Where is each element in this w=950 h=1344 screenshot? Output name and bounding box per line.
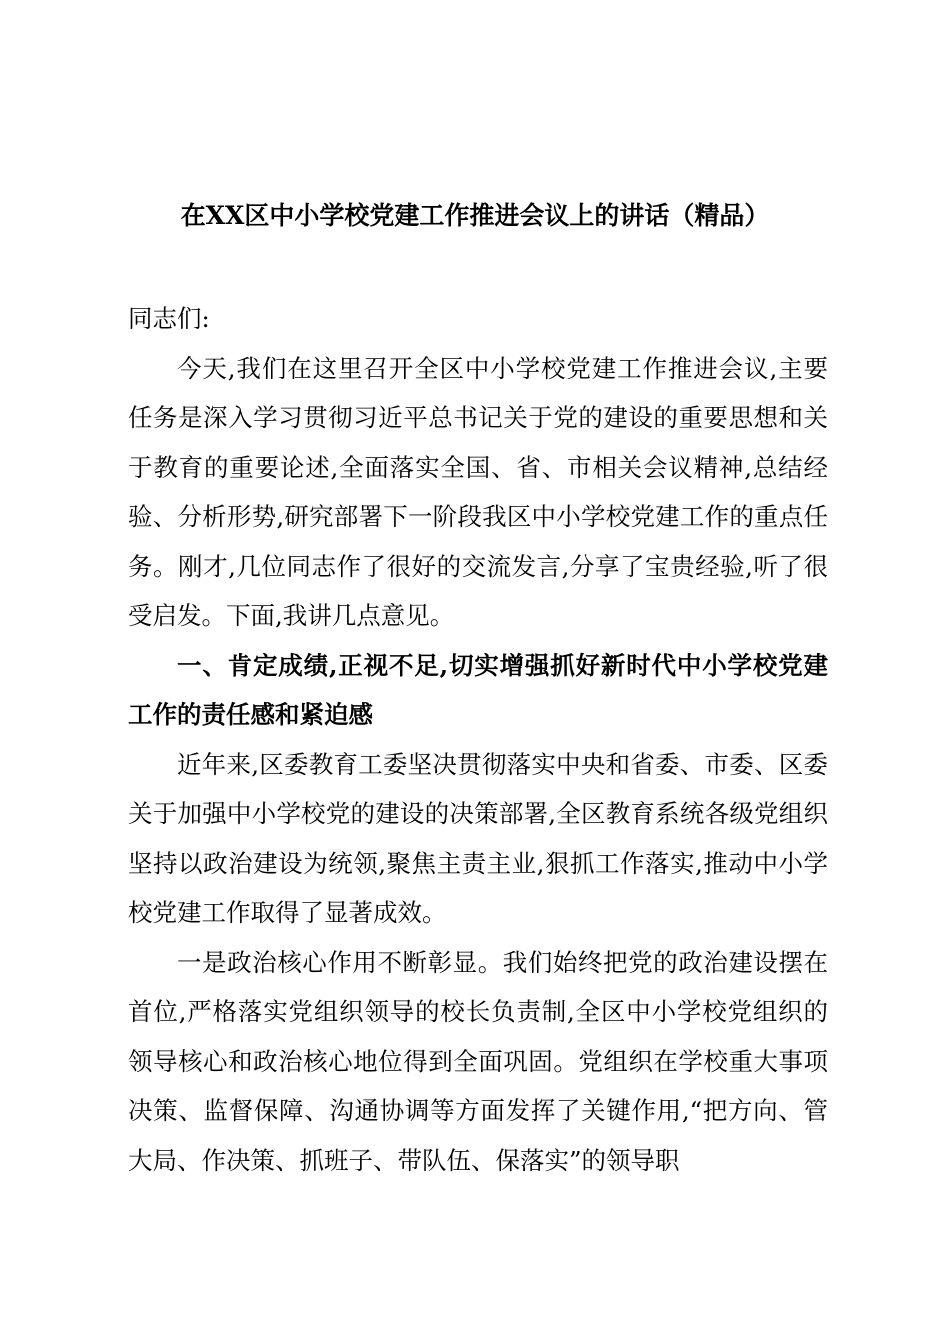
paragraph-achievements: 近年来,区委教育工委坚决贯彻落实中央和省委、市委、区委关于加强中小学校党的建设的决策部署,全区教育系统各级党组织坚持以政治建设为统领,聚焦主责主业,狠抓工作落实,推动中小学校党建工作取得了显著成效。 <box>128 749 828 927</box>
salutation: 同志们: <box>128 304 210 333</box>
document-body <box>128 294 828 1185</box>
section-heading-1: 一、肯定成绩,正视不足,切实增强抓好新时代中小学校党建工作的责任感和紧迫感 <box>128 650 828 729</box>
paragraph-opening: 今天,我们在这里召开全区中小学校党建工作推进会议,主要任务是深入学习贯彻习近平总书记关于党的建设的重要思想和关于教育的重要论述,全面落实全国、省、市相关会议精神,总结经验、分析形势,研究部署下一阶段我区中小学校党建工作的重点任务。刚才,几位同志作了很好的交流发言,分享了宝贵经验,听了很受启发。下面,我讲几点意见。 <box>128 353 828 630</box>
paragraph-point-1: 一是政治核心作用不断彰显。我们始终把党的政治建设摆在首位,严格落实党组织领导的校长负责制,全区中小学校党组织的领导核心和政治核心地位得到全面巩固。党组织在学校重大事项决策、监督保障、沟通协调等方面发挥了关键作用,“把方向、管大局、作决策、抓班子、带队伍、保落实”的领导职 <box>128 947 828 1175</box>
document-title: 在XX区中小学校党建工作推进会议上的讲话（精品） <box>180 201 770 230</box>
